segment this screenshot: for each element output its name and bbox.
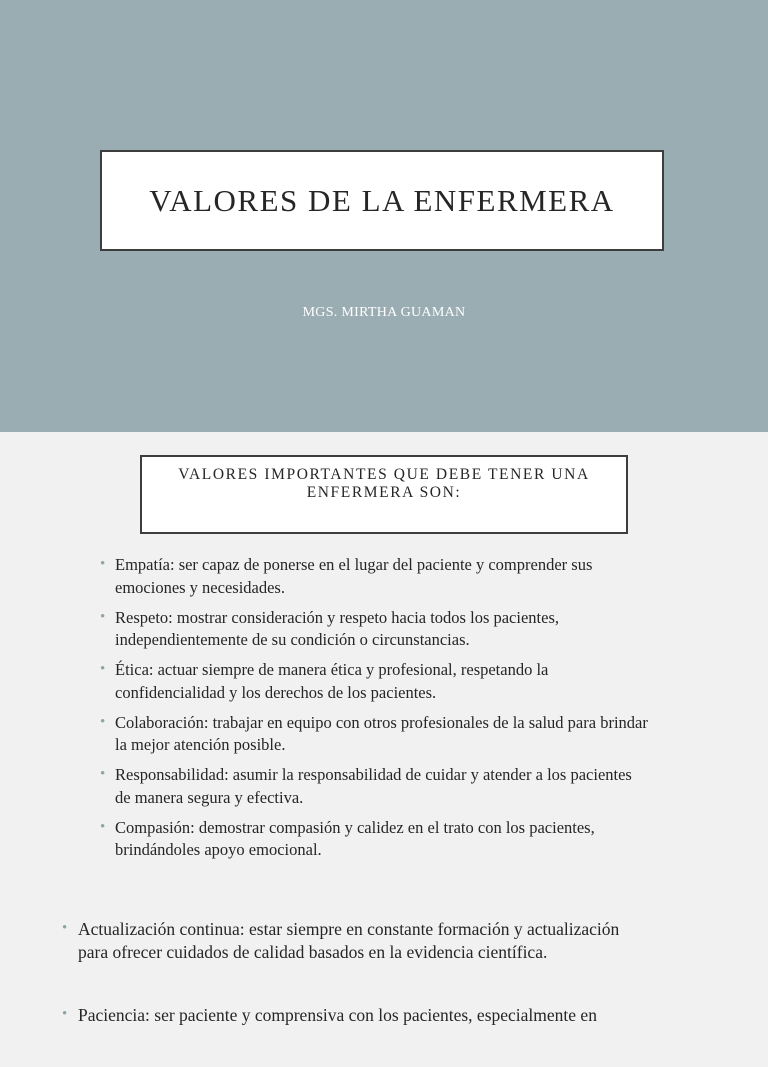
item-text-line-2: confidencialidad y los derechos de los pacientes. bbox=[115, 682, 437, 702]
values-list bbox=[100, 554, 730, 869]
list-item bbox=[100, 607, 730, 652]
list-item bbox=[100, 817, 730, 862]
title-slide bbox=[0, 0, 768, 432]
content-slide bbox=[0, 432, 768, 1024]
item-text-line-1: Empatía: ser capaz de ponerse en el lugar del paciente y comprender sus bbox=[115, 555, 593, 574]
bullet-icon: • bbox=[100, 818, 106, 835]
heading-box bbox=[140, 455, 628, 534]
list-item bbox=[100, 554, 730, 599]
item-text-line-1: Responsabilidad: asumir la responsabilidad de cuidar y atender a los pacientes bbox=[115, 765, 632, 784]
item-text-line-1: Respeto: mostrar consideración y respeto hacia todos los pacientes, bbox=[115, 607, 559, 627]
list-item bbox=[100, 764, 730, 809]
item-text-line-2: para ofrecer cuidados de calidad basados en la evidencia científica. bbox=[78, 942, 548, 962]
bullet-icon: • bbox=[100, 556, 106, 572]
bullet-icon: • bbox=[100, 661, 106, 677]
more-values-list bbox=[62, 918, 742, 1067]
item-text-line-1: Paciencia: ser paciente y comprensiva con los pacientes, especialmente en bbox=[78, 1005, 597, 1025]
list-item bbox=[100, 712, 730, 757]
bullet-icon: • bbox=[100, 713, 106, 730]
item-text-line-1: Colaboración: trabajar en equipo con otros profesionales de la salud para brindar bbox=[115, 712, 648, 732]
slide-title: VALORES DE LA ENFERMERA bbox=[149, 182, 615, 218]
bullet-icon: • bbox=[62, 1006, 68, 1022]
bullet-icon: • bbox=[100, 766, 106, 782]
item-text-line-2: la mejor atención posible. bbox=[115, 735, 286, 754]
item-text-line-1: Ética: actuar siempre de manera ética y profesional, respetando la bbox=[115, 660, 549, 679]
item-text-line-1: Actualización continua: estar siempre en constante formación y actualización bbox=[78, 919, 620, 939]
list-item bbox=[100, 659, 730, 704]
slide-subtitle: MGS. MIRTHA GUAMAN bbox=[302, 305, 466, 320]
item-text-line-2: emociones y necesidades. bbox=[115, 577, 285, 597]
heading-line-2: ENFERMERA SON: bbox=[306, 484, 462, 501]
item-text-line-2: brindándoles apoyo emocional. bbox=[115, 840, 322, 859]
heading-line-1: VALORES IMPORTANTES QUE DEBE TENER UNA bbox=[178, 466, 590, 483]
item-text-line-1: Compasión: demostrar compasión y calidez en el trato con los pacientes, bbox=[115, 817, 595, 837]
list-item bbox=[62, 918, 742, 964]
title-box bbox=[100, 150, 664, 251]
item-text-line-2: de manera segura y efectiva. bbox=[115, 787, 304, 807]
bullet-icon: • bbox=[100, 608, 106, 625]
item-text-line-2: independientemente de su condición o circunstancias. bbox=[115, 630, 470, 649]
bullet-icon: • bbox=[62, 920, 68, 936]
